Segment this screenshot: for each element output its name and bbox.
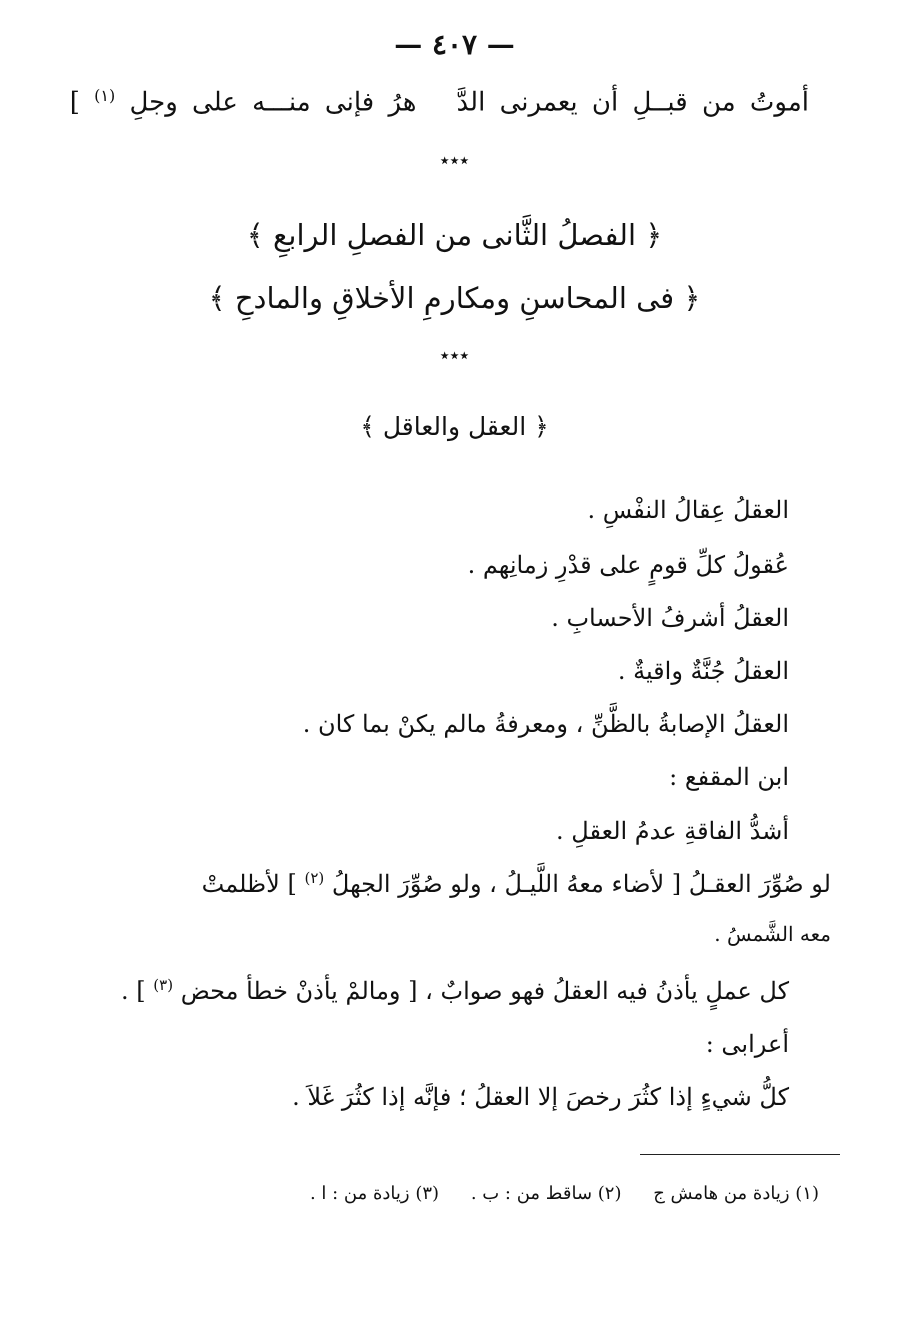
footnote-divider <box>640 1154 840 1155</box>
text-line: العقلُ جُنَّةٌ واقيةٌ . <box>617 657 789 685</box>
text-segment: لو صُوِّرَ العقـلُ [ لأضاء معهُ اللَّيـلُ ، ولو صُوِّرَ الجهلُ <box>331 870 831 898</box>
text-line <box>121 976 789 1005</box>
footnote-ref-1: (١) <box>94 86 116 105</box>
text-line-continuation: معه الشَّمسُ . <box>714 922 831 946</box>
text-line <box>202 869 831 898</box>
footnote-ref-2: (٢) <box>304 869 325 887</box>
text-segment: ] . <box>121 977 146 1005</box>
text-segment: كل عملٍ يأذنُ فيه العقلُ فهو صوابٌ ، [ ومالمْ يأذنْ خطأ محض <box>180 977 789 1005</box>
text-line: العقلُ عِقالُ النفْسِ . <box>587 496 789 524</box>
text-line: العقلُ الإصابةُ بالظَّنِّ ، ومعرفةُ مالم يكنْ بما كان . <box>302 710 789 738</box>
footnotes <box>284 1183 819 1204</box>
ornament-stars: ٭٭٭ <box>439 150 470 171</box>
chapter-heading: ﴿ الفصلُ الثَّانى من الفصلِ الرابعِ ﴾ <box>246 218 663 252</box>
text-line: أشدُّ الفاقةِ عدمُ العقلِ . <box>556 817 789 845</box>
poem-verse <box>70 86 809 118</box>
footnote-2: (٢) ساقط من : ب . <box>470 1183 622 1204</box>
footnote-1: (١) زيادة من هامش ج <box>653 1183 819 1204</box>
closing-bracket: ] <box>69 87 80 118</box>
text-line: كلُّ شيءٍ إذا كثُرَ رخصَ إلا العقلُ ؛ فإنَّه إذا كثُرَ غَلاَ . <box>292 1083 789 1111</box>
text-line: عُقولُ كلِّ قومٍ على قدْرِ زمانِهم . <box>467 551 789 579</box>
verse-first-hemistich: أموتُ من قبــلِ أن يعمرنى الدَّ <box>456 87 809 118</box>
footnote-3: (٣) زيادة من : ا . <box>309 1183 440 1204</box>
text-line: العقلُ أشرفُ الأحسابِ . <box>551 604 789 632</box>
page-number: — ٤٠٧ — <box>394 28 515 61</box>
speaker-label: ابن المقفع : <box>669 763 789 791</box>
section-heading: ﴿ العقل والعاقل ﴾ <box>360 412 549 441</box>
footnote-ref-3: (٣) <box>153 976 174 994</box>
text-segment: ] لأظلمتْ <box>201 870 297 898</box>
ornament-stars: ٭٭٭ <box>439 345 470 366</box>
speaker-label: أعرابى : <box>705 1030 789 1058</box>
subject-heading: ﴿ فى المحاسنِ ومكارمِ الأخلاقِ والمادحِ ﴾ <box>208 281 701 315</box>
verse-second-hemistich: هرُ فإنى منـــه على وجلِ <box>129 87 417 118</box>
